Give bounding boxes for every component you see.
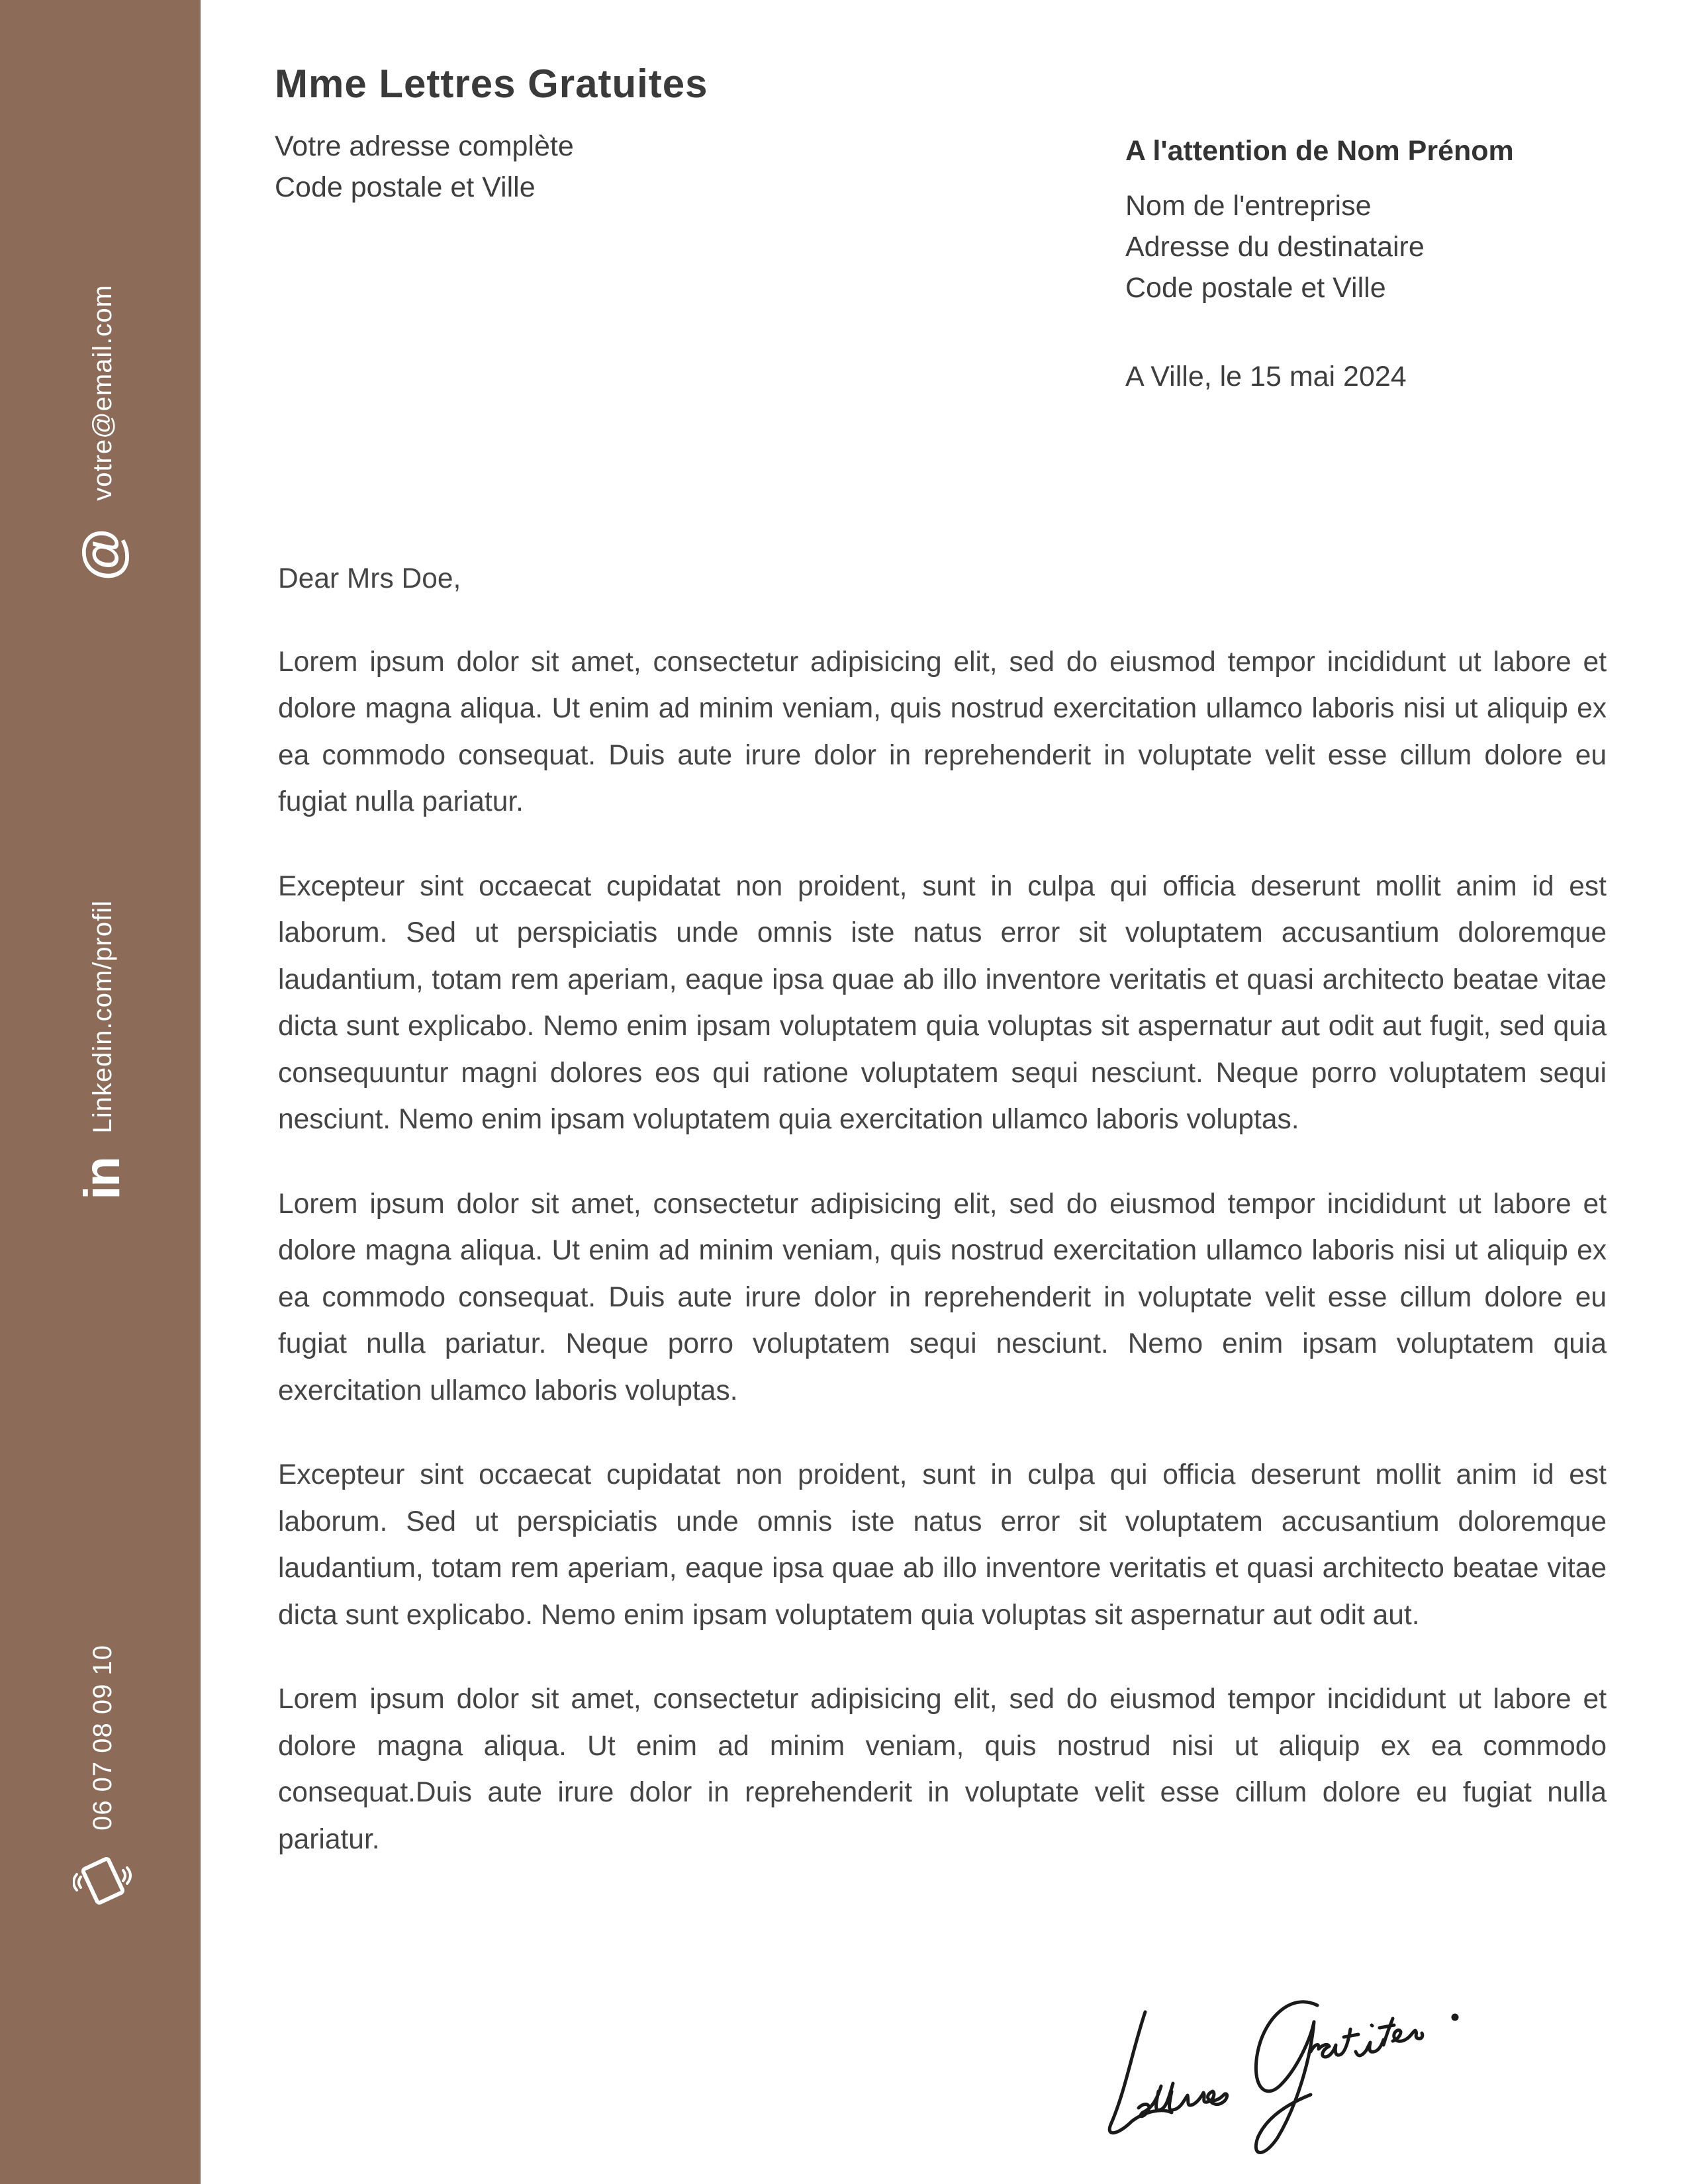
- recipient-city: Code postale et Ville: [1125, 272, 1386, 304]
- recipient-attention: A l'attention de Nom Prénom: [1125, 135, 1514, 167]
- linkedin-icon: in: [73, 1157, 130, 1200]
- greeting: Dear Mrs Doe,: [278, 563, 461, 594]
- email-text[interactable]: votre@email.com: [87, 285, 117, 501]
- phone-icon: [73, 1850, 132, 1910]
- recipient-company: Nom de l'entreprise: [1125, 190, 1372, 222]
- signature-text: Lettres Gratuites.: [1099, 1959, 1104, 1960]
- paragraph: Lorem ipsum dolor sit amet, consectetur adipisicing elit, sed do eiusmod tempor incididunt ut labore et dolore magna aliqua. Ut enim ad minim veniam, quis nostrud nisi ut aliquip ex ea commodo consequat.Duis aute irure dolor in reprehenderit in voluptate velit esse cillum dolore eu fugiat nulla pariatur.: [278, 1684, 1607, 1855]
- phone-contact: [63, 1645, 142, 1910]
- sender-address-line: Votre adresse complète: [275, 130, 574, 162]
- phone-text[interactable]: 06 07 08 09 10: [87, 1645, 117, 1831]
- linkedin-text[interactable]: Linkedin.com/profil: [87, 900, 117, 1134]
- at-icon: @: [72, 527, 132, 581]
- recipient-address: Adresse du destinataire: [1125, 231, 1425, 263]
- paragraph: Excepteur sint occaecat cupidatat non proident, sunt in culpa qui officia deserunt mollit anim id est laborum. Sed ut perspiciatis unde omnis iste natus error sit voluptatem accusantium doloremque laudantium, totam rem aperiam, eaque ipsa quae ab illo inventore veritatis et quasi architecto beatae vitae dicta sunt explicabo. Nemo enim ipsam voluptatem quia voluptas sit aspernatur aut odit aut fugit, sed quia consequuntur magni dolores eos qui ratione voluptatem sequi nesciunt. Neque porro voluptatem sequi nesciunt. Nemo enim ipsam voluptatem quia exercitation ullamco laboris voluptas.: [278, 870, 1607, 1135]
- sender-name: Mme Lettres Gratuites: [275, 62, 708, 106]
- sender-address: [275, 126, 574, 208]
- paragraph: Lorem ipsum dolor sit amet, consectetur adipisicing elit, sed do eiusmod tempor incididunt ut labore et dolore magna aliqua. Ut enim ad minim veniam, quis nostrud exercitation ullamco laboris nisi ut aliquip ex ea commodo consequat. Duis aute irure dolor in reprehenderit in voluptate velit esse cillum dolore eu fugiat nulla pariatur. Neque porro voluptatem sequi nesciunt. Nemo enim ipsam voluptatem quia exercitation ullamco laboris voluptas.: [278, 1188, 1607, 1406]
- sidebar: [0, 0, 201, 2184]
- paragraph: Excepteur sint occaecat cupidatat non proident, sunt in culpa qui officia deserunt mollit anim id est laborum. Sed ut perspiciatis unde omnis iste natus error sit voluptatem accusantium doloremque laudantium, totam rem aperiam, eaque ipsa quae ab illo inventore veritatis et quasi architecto beatae vitae dicta sunt explicabo. Nemo enim ipsam voluptatem quia voluptas sit aspernatur aut odit aut.: [278, 1459, 1607, 1631]
- letter-body: [278, 556, 1607, 1901]
- paragraph: Lorem ipsum dolor sit amet, consectetur adipisicing elit, sed do eiusmod tempor incididunt ut labore et dolore magna aliqua. Ut enim ad minim veniam, quis nostrud exercitation ullamco laboris nisi ut aliquip ex ea commodo consequat. Duis aute irure dolor in reprehenderit in voluptate velit esse cillum dolore eu fugiat nulla pariatur.: [278, 646, 1607, 817]
- signature-drawing: [1099, 1959, 1483, 2177]
- signature: [1099, 1959, 1483, 2177]
- linkedin-contact: [63, 900, 142, 1204]
- sender-city-line: Code postale et Ville: [275, 171, 536, 203]
- recipient-block: [1125, 131, 1514, 397]
- letter-date: A Ville, le 15 mai 2024: [1125, 361, 1407, 392]
- email-contact: [63, 285, 142, 582]
